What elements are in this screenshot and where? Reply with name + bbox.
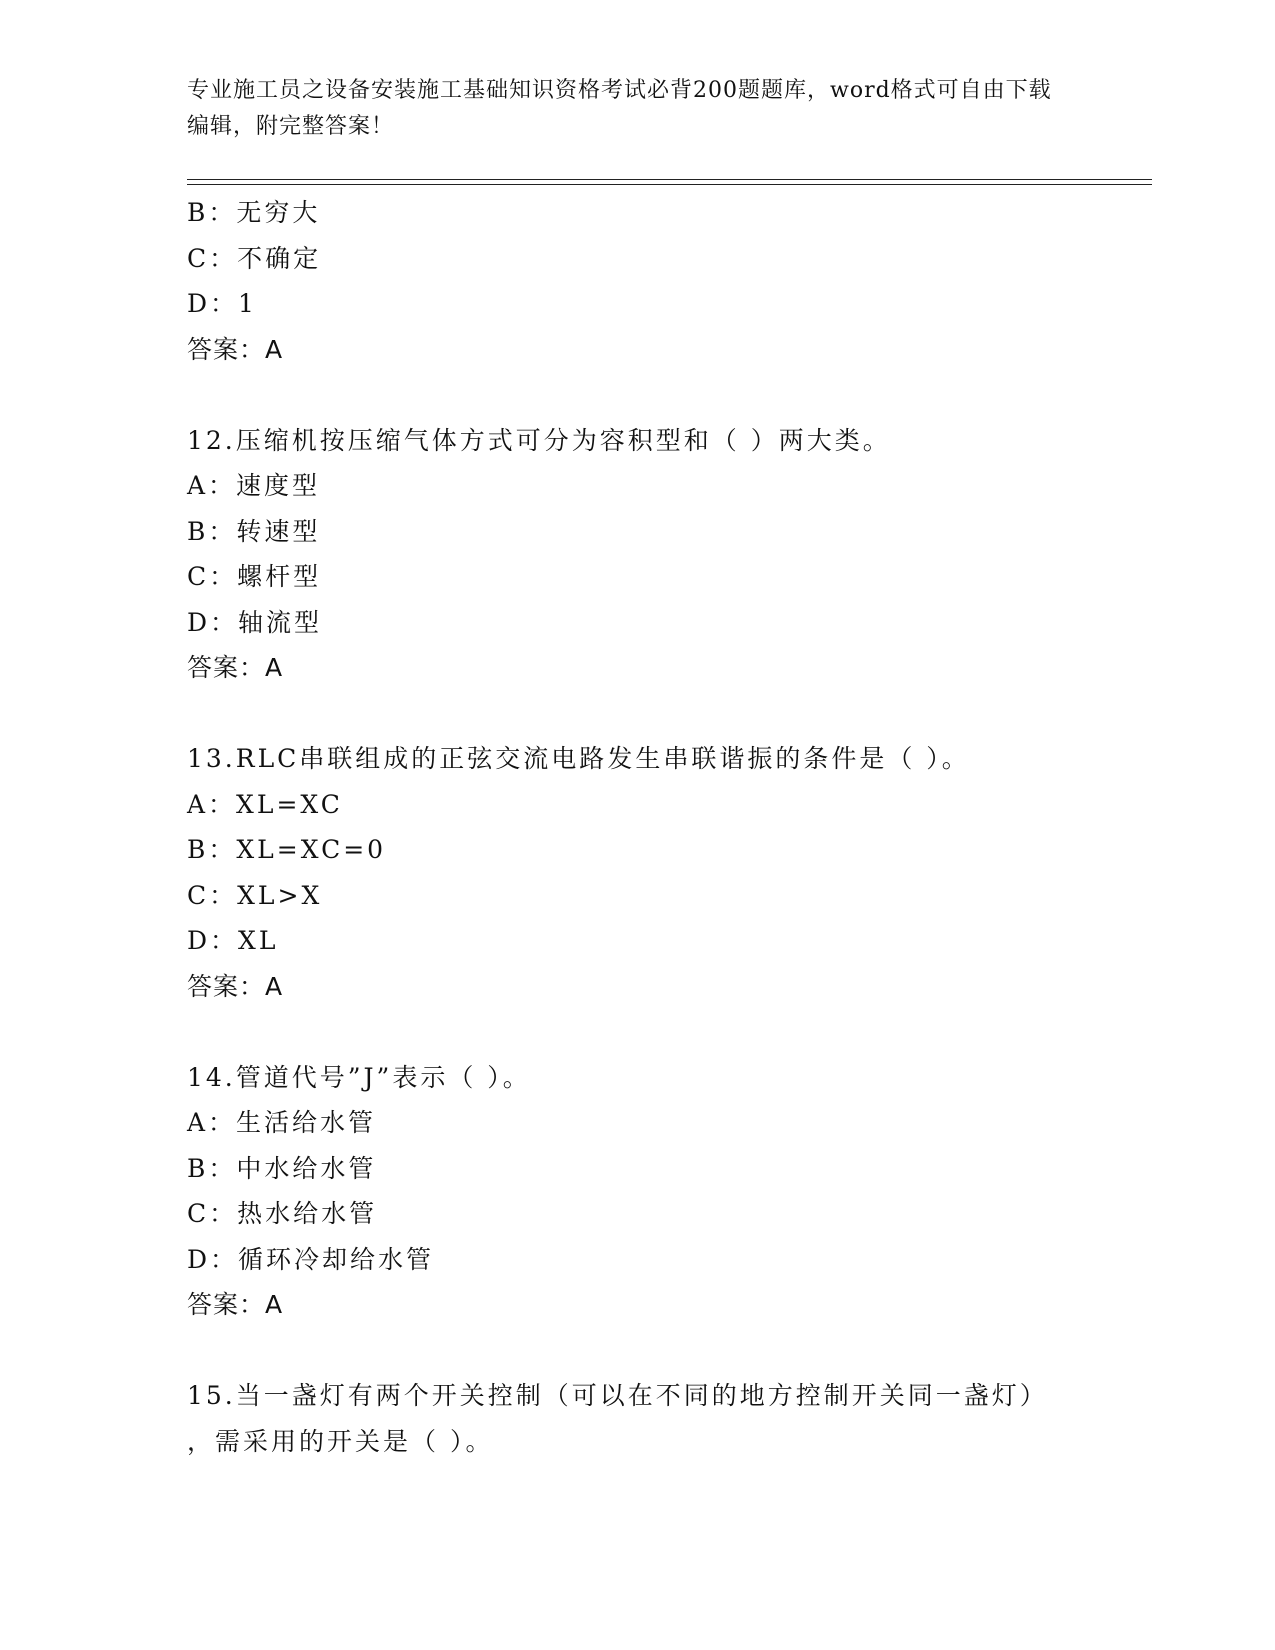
- answer-label: 答案：A: [187, 971, 284, 1001]
- question-13: [187, 736, 1147, 1009]
- option-b: B：中水给水管: [187, 1153, 377, 1183]
- option-c: C：热水给水管: [187, 1199, 378, 1228]
- option-c: C：XL>X: [187, 880, 323, 910]
- question-text: 12.压缩机按压缩气体方式可分为容积型和（ ）两大类。: [187, 425, 891, 455]
- question-list: [187, 190, 1147, 1464]
- header-title: 专业施工员之设备安装施工基础知识资格考试必背200题题库，word格式可自由下载编辑，附完整答案！: [187, 78, 1052, 139]
- header-divider: [187, 179, 1152, 186]
- question-text-line-1: 15.当一盏灯有两个开关控制（可以在不同的地方控制开关同一盏灯）: [187, 1381, 1048, 1410]
- option-d: D：XL: [187, 926, 279, 955]
- option-a: A：生活给水管: [187, 1108, 377, 1137]
- option-d: D：1: [187, 289, 257, 318]
- question-12: [187, 418, 1147, 691]
- question-14: [187, 1055, 1147, 1328]
- option-c: C：螺杆型: [187, 562, 322, 591]
- option-b: B：XL=XC=0: [187, 835, 387, 864]
- option-b: B：无穷大: [187, 198, 321, 227]
- question-11-continued: [187, 190, 1147, 372]
- answer-label: 答案：A: [187, 1290, 284, 1319]
- question-text: 14.管道代号”J”表示（ ）。: [187, 1062, 531, 1092]
- question-text: 13.RLC串联组成的正弦交流电路发生串联谐振的条件是（ ）。: [187, 744, 970, 773]
- answer-label: 答案：A: [187, 334, 284, 364]
- question-text-line-2: ，需采用的开关是（ ）。: [187, 1426, 494, 1456]
- document-header: [187, 73, 1067, 145]
- option-a: A：速度型: [187, 471, 321, 500]
- answer-label: 答案：A: [187, 653, 284, 682]
- question-15: [187, 1373, 1147, 1464]
- option-b: B：转速型: [187, 516, 321, 546]
- option-a: A：XL=XC: [187, 789, 343, 819]
- option-d: D：循环冷却给水管: [187, 1244, 435, 1274]
- option-c: C：不确定: [187, 243, 322, 273]
- option-d: D：轴流型: [187, 607, 323, 637]
